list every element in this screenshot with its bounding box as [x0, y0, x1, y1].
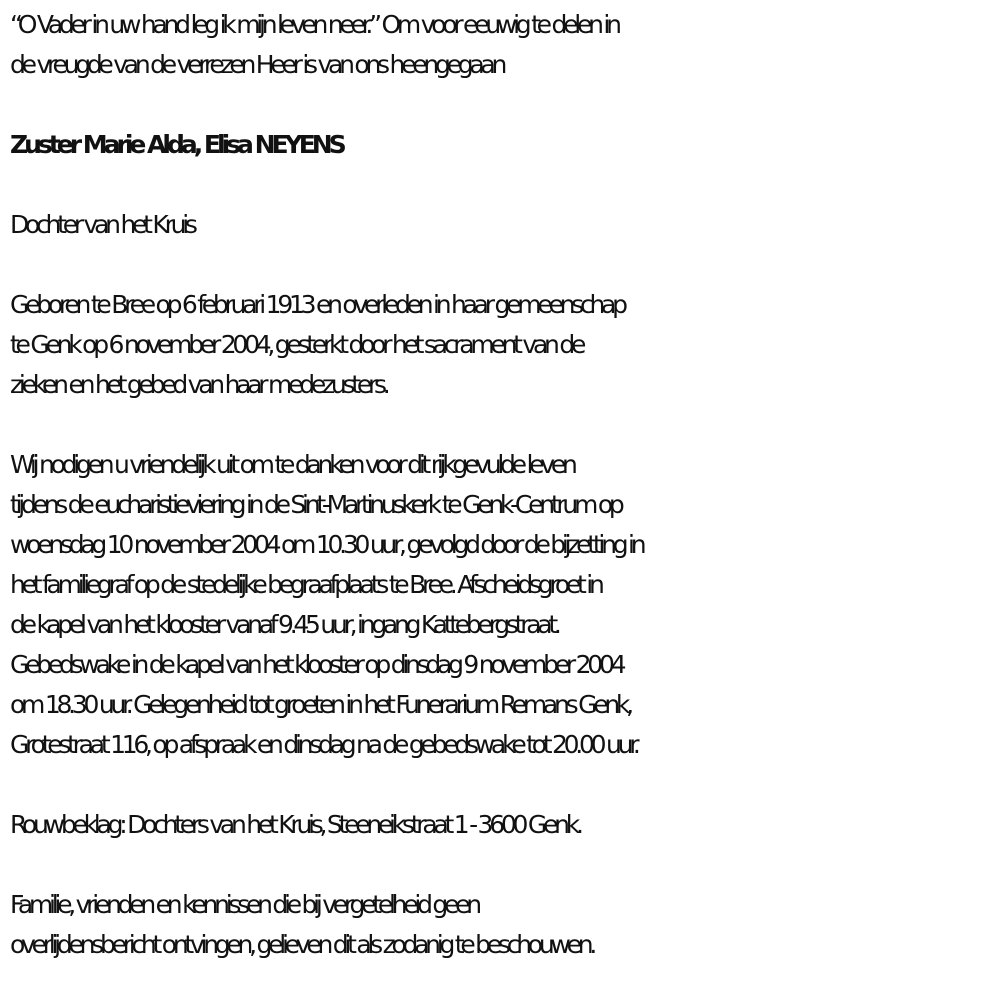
ceremony-line: Grotestraat 116, op afspraak en dinsdag na de gebedswake tot 20.00 uur.	[10, 730, 637, 759]
religious-title: Dochter van het Kruis	[10, 210, 194, 239]
ceremony-line: tijdens de eucharistieviering in de Sint-Martinuskerk te Genk-Centrum op	[10, 490, 621, 519]
birth-death-paragraph	[10, 285, 995, 405]
ceremony-line: Gebedswake in de kapel van het klooster op dinsdag 9 november 2004	[10, 650, 623, 679]
closing-line: Familie, vrienden en kennissen die bij vergetelheid geen	[10, 890, 478, 919]
spacer	[10, 765, 995, 805]
ceremony-line: het familiegraf op de stedelijke begraafplaats te Bree. Afscheidsgroet in	[10, 570, 601, 599]
spacer	[10, 845, 995, 885]
intro-paragraph	[10, 5, 995, 85]
obituary-notice	[10, 5, 995, 965]
ceremony-line: Wij nodigen u vriendelijk uit om te danken voor dit rijkgevulde leven	[10, 450, 574, 479]
closing-paragraph	[10, 885, 995, 965]
spacer	[10, 165, 995, 205]
birth-death-line: te Genk op 6 november 2004, gesterkt door het sacrament van de	[10, 330, 583, 359]
ceremony-paragraph	[10, 445, 995, 765]
spacer	[10, 85, 995, 125]
ceremony-line: om 18.30 uur. Gelegenheid tot groeten in het Funerarium Remans Genk,	[10, 690, 630, 719]
intro-line: de vreugde van de verrezen Heer is van ons heengegaan	[10, 50, 504, 79]
spacer	[10, 405, 995, 445]
ceremony-line: de kapel van het klooster vanaf 9.45 uur, ingang Kattebergstraat.	[10, 610, 558, 639]
birth-death-line: Geboren te Bree op 6 februari 1913 en overleden in haar gemeenschap	[10, 290, 624, 319]
spacer	[10, 245, 995, 285]
closing-line: overlijdensbericht ontvingen, gelieven dit als zodanig te beschouwen.	[10, 930, 594, 959]
intro-line: “O Vader in uw hand leg ik mijn leven neer.” Om voor eeuwig te delen in	[10, 10, 618, 39]
condolences-address: Rouwbeklag: Dochters van het Kruis, Steeneikstraat 1 - 3600 Genk.	[10, 810, 580, 839]
birth-death-line: zieken en het gebed van haar medezusters.	[10, 370, 387, 399]
deceased-name: Zuster Marie Alda, Elisa NEYENS	[10, 130, 343, 159]
ceremony-line: woensdag 10 november 2004 om 10.30 uur, gevolgd door de bijzetting in	[10, 530, 643, 559]
